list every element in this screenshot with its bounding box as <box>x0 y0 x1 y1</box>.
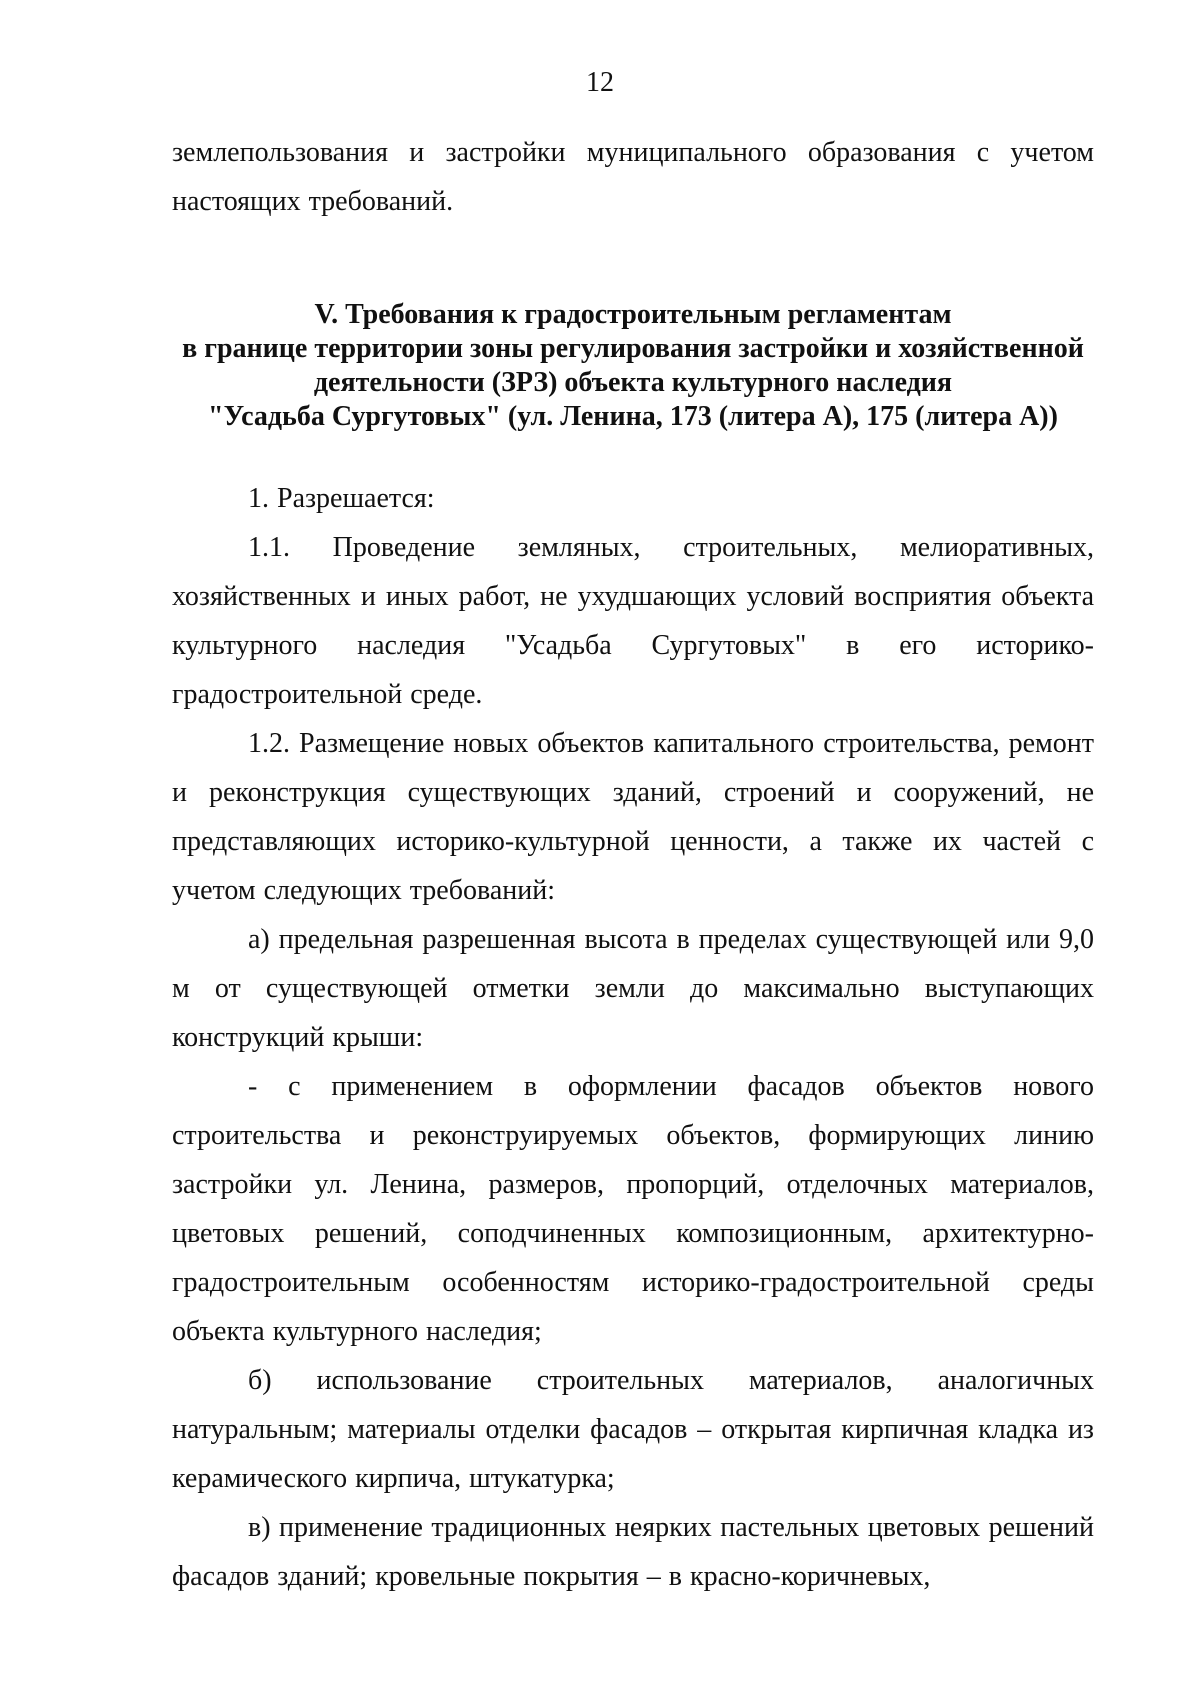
paragraph-1-2: 1.2. Размещение новых объектов капитального строительства, ремонт и реконструкция существующих зданий, строений и сооружений, не представляющих историко-культурной ценности, а также их частей с учетом следующих требований: <box>172 728 1094 906</box>
paragraph-1-1: 1.1. Проведение земляных, строительных, мелиоративных, хозяйственных и иных работ, не ухудшающих условий восприятия объекта культурного наследия "Усадьба Сургутовых" в его историко-градостроительной среде. <box>172 532 1094 710</box>
paragraph-1: 1. Разрешается: <box>248 483 435 514</box>
heading-line-2: в границе территории зоны регулирования застройки и хозяйственной <box>182 333 1084 364</box>
heading-line-1: V. Требования к градостроительным регламентам <box>314 299 952 330</box>
page-number: 12 <box>586 67 614 98</box>
dash-item: - с применением в оформлении фасадов объектов нового строительства и реконструируемых объектов, формирующих линию застройки ул. Ленина, размеров, пропорций, отделочных материалов, цветовых решений, соподчиненных композиционным, архитектурно-градостроительным особенностям историко-градостроительной среды объекта культурного наследия; <box>172 1071 1094 1347</box>
subparagraph-b: б) использование строительных материалов, аналогичных натуральным; материалы отделки фасадов – открытая кирпичная кладка из керамического кирпича, штукатурка; <box>172 1365 1094 1494</box>
subparagraph-a: а) предельная разрешенная высота в пределах существующей или 9,0 м от существующей отметки земли до максимально выступающих конструкций крыши: <box>172 924 1094 1053</box>
heading-line-3: деятельности (ЗРЗ) объекта культурного наследия <box>313 367 953 398</box>
continuation-paragraph: землепользования и застройки муниципального образования с учетом настоящих требований. <box>172 137 1094 217</box>
document-body <box>172 128 1094 1601</box>
section-heading <box>172 298 1094 434</box>
heading-line-4: "Усадьба Сургутовых" (ул. Ленина, 173 (литера А), 175 (литера А)) <box>208 401 1058 432</box>
subparagraph-v: в) применение традиционных неярких пастельных цветовых решений фасадов зданий; кровельные покрытия – в красно-коричневых, <box>172 1512 1094 1592</box>
